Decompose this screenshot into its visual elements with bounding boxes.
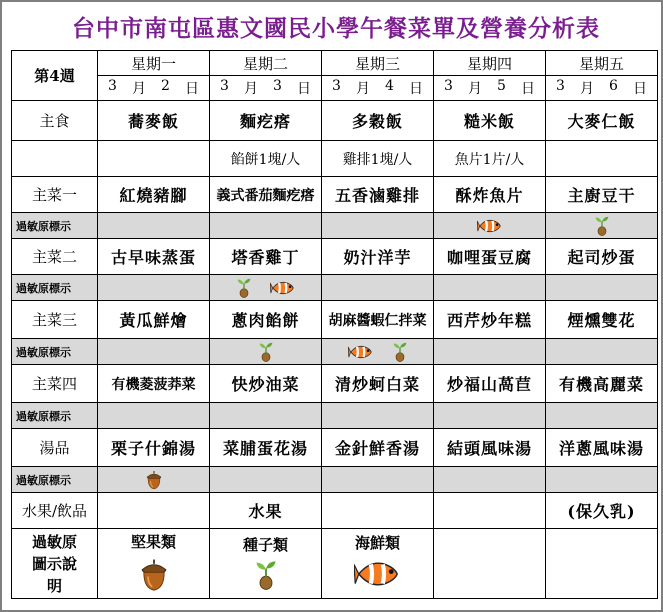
dish-cell: 奶汁洋芋 <box>322 239 434 275</box>
allergen-cell <box>98 403 210 429</box>
dish-cell: 金針鮮香湯 <box>322 429 434 467</box>
row-label-extra <box>12 141 98 177</box>
date-cell: 3 月 2 日 <box>98 76 210 101</box>
legend-empty <box>546 529 658 599</box>
legend-item: 堅果類 <box>98 529 210 599</box>
date-cell: 3 月 3 日 <box>210 76 322 101</box>
dish-cell: (保久乳) <box>546 493 658 529</box>
allergen-row-label: 過敏原標示 <box>12 403 98 429</box>
weekday-header: 星期一 <box>98 51 210 76</box>
dish-cell <box>98 493 210 529</box>
nut-icon <box>137 556 171 592</box>
allergen-row-label: 過敏原標示 <box>12 339 98 365</box>
seed-icon <box>392 341 408 362</box>
dish-cell <box>434 493 546 529</box>
dish-cell: 古早味蒸蛋 <box>98 239 210 275</box>
dish-cell <box>322 493 434 529</box>
dish-cell: 雞排1塊/人 <box>322 141 434 177</box>
dish-cell: 有機高麗菜 <box>546 365 658 403</box>
seed-icon <box>594 215 610 236</box>
dish-cell: 麵疙瘩 <box>210 101 322 141</box>
week-label: 第4週 <box>12 51 98 101</box>
dish-cell: 酥炸魚片 <box>434 177 546 213</box>
seed-icon <box>236 277 252 298</box>
menu-table <box>11 50 658 599</box>
weekday-header: 星期三 <box>322 51 434 76</box>
dish-cell: 魚片1片/人 <box>434 141 546 177</box>
dish-cell: 塔香雞丁 <box>210 239 322 275</box>
allergen-cell <box>546 403 658 429</box>
allergen-cell <box>322 339 434 365</box>
dish-cell: 水果 <box>210 493 322 529</box>
dish-cell: 黃瓜鮮燴 <box>98 301 210 339</box>
nut-icon <box>144 469 164 490</box>
allergen-row-label: 過敏原標示 <box>12 467 98 493</box>
dish-cell: 主廚豆干 <box>546 177 658 213</box>
dish-cell: 清炒蚵白菜 <box>322 365 434 403</box>
allergen-cell <box>98 339 210 365</box>
dish-cell: 起司炒蛋 <box>546 239 658 275</box>
dish-cell: 糙米飯 <box>434 101 546 141</box>
dish-cell: 有機菱菠莽菜 <box>98 365 210 403</box>
allergen-cell <box>210 275 322 301</box>
legend-empty <box>434 529 546 599</box>
dish-cell: 煙燻雙花 <box>546 301 658 339</box>
fish-icon <box>477 217 503 235</box>
dish-cell: 蔥肉餡餅 <box>210 301 322 339</box>
seed-icon <box>258 341 274 362</box>
row-label-main1: 主菜一 <box>12 177 98 213</box>
allergen-row-label: 過敏原標示 <box>12 275 98 301</box>
dish-cell: 菜脯蛋花湯 <box>210 429 322 467</box>
legend-label: 過敏原 圖示說 明 <box>12 529 98 599</box>
dish-cell: 餡餅1塊/人 <box>210 141 322 177</box>
dish-cell: 大麥仁飯 <box>546 101 658 141</box>
allergen-cell <box>322 275 434 301</box>
allergen-row-label: 過敏原標示 <box>12 213 98 239</box>
allergen-cell <box>434 467 546 493</box>
dish-cell: 栗子什錦湯 <box>98 429 210 467</box>
row-label-main4: 主菜四 <box>12 365 98 403</box>
date-cell: 3 月 4 日 <box>322 76 434 101</box>
allergen-cell <box>98 467 210 493</box>
dish-cell: 洋蔥風味湯 <box>546 429 658 467</box>
dish-cell: 胡麻醬蝦仁拌菜 <box>322 301 434 339</box>
allergen-cell <box>434 339 546 365</box>
allergen-cell <box>322 467 434 493</box>
allergen-cell <box>434 213 546 239</box>
dish-cell: 多穀飯 <box>322 101 434 141</box>
fish-icon <box>270 279 296 297</box>
allergen-cell <box>210 403 322 429</box>
dish-cell: 炒福山萵苣 <box>434 365 546 403</box>
weekday-header: 星期二 <box>210 51 322 76</box>
legend-item: 海鮮類 <box>322 529 434 599</box>
seed-icon <box>254 559 278 590</box>
allergen-cell <box>322 213 434 239</box>
dish-cell: 快炒油菜 <box>210 365 322 403</box>
fish-icon <box>354 557 402 591</box>
allergen-cell <box>210 467 322 493</box>
allergen-cell <box>546 213 658 239</box>
allergen-cell <box>546 339 658 365</box>
allergen-cell <box>210 339 322 365</box>
dish-cell: 蕎麥飯 <box>98 101 210 141</box>
dish-cell: 義式番茄麵疙瘩 <box>210 177 322 213</box>
allergen-cell <box>434 403 546 429</box>
weekday-header: 星期四 <box>434 51 546 76</box>
allergen-cell <box>546 275 658 301</box>
dish-cell <box>98 141 210 177</box>
allergen-cell <box>546 467 658 493</box>
row-label-staple: 主食 <box>12 101 98 141</box>
dish-cell: 結頭風味湯 <box>434 429 546 467</box>
page-title: 台中市南屯區惠文國民小學午餐菜單及營養分析表 <box>72 14 600 42</box>
row-label-soup: 湯品 <box>12 429 98 467</box>
row-label-main2: 主菜二 <box>12 239 98 275</box>
allergen-cell <box>98 213 210 239</box>
fish-icon <box>348 343 374 361</box>
allergen-cell <box>210 213 322 239</box>
date-cell: 3 月 6 日 <box>546 76 658 101</box>
dish-cell: 咖哩蛋豆腐 <box>434 239 546 275</box>
row-label-fruit: 水果/飲品 <box>12 493 98 529</box>
dish-cell <box>546 141 658 177</box>
allergen-cell <box>322 403 434 429</box>
allergen-cell <box>98 275 210 301</box>
row-label-main3: 主菜三 <box>12 301 98 339</box>
dish-cell: 西芹炒年糕 <box>434 301 546 339</box>
date-cell: 3 月 5 日 <box>434 76 546 101</box>
weekday-header: 星期五 <box>546 51 658 76</box>
dish-cell: 五香滷雞排 <box>322 177 434 213</box>
allergen-cell <box>434 275 546 301</box>
dish-cell: 紅燒豬腳 <box>98 177 210 213</box>
legend-item: 種子類 <box>210 529 322 599</box>
